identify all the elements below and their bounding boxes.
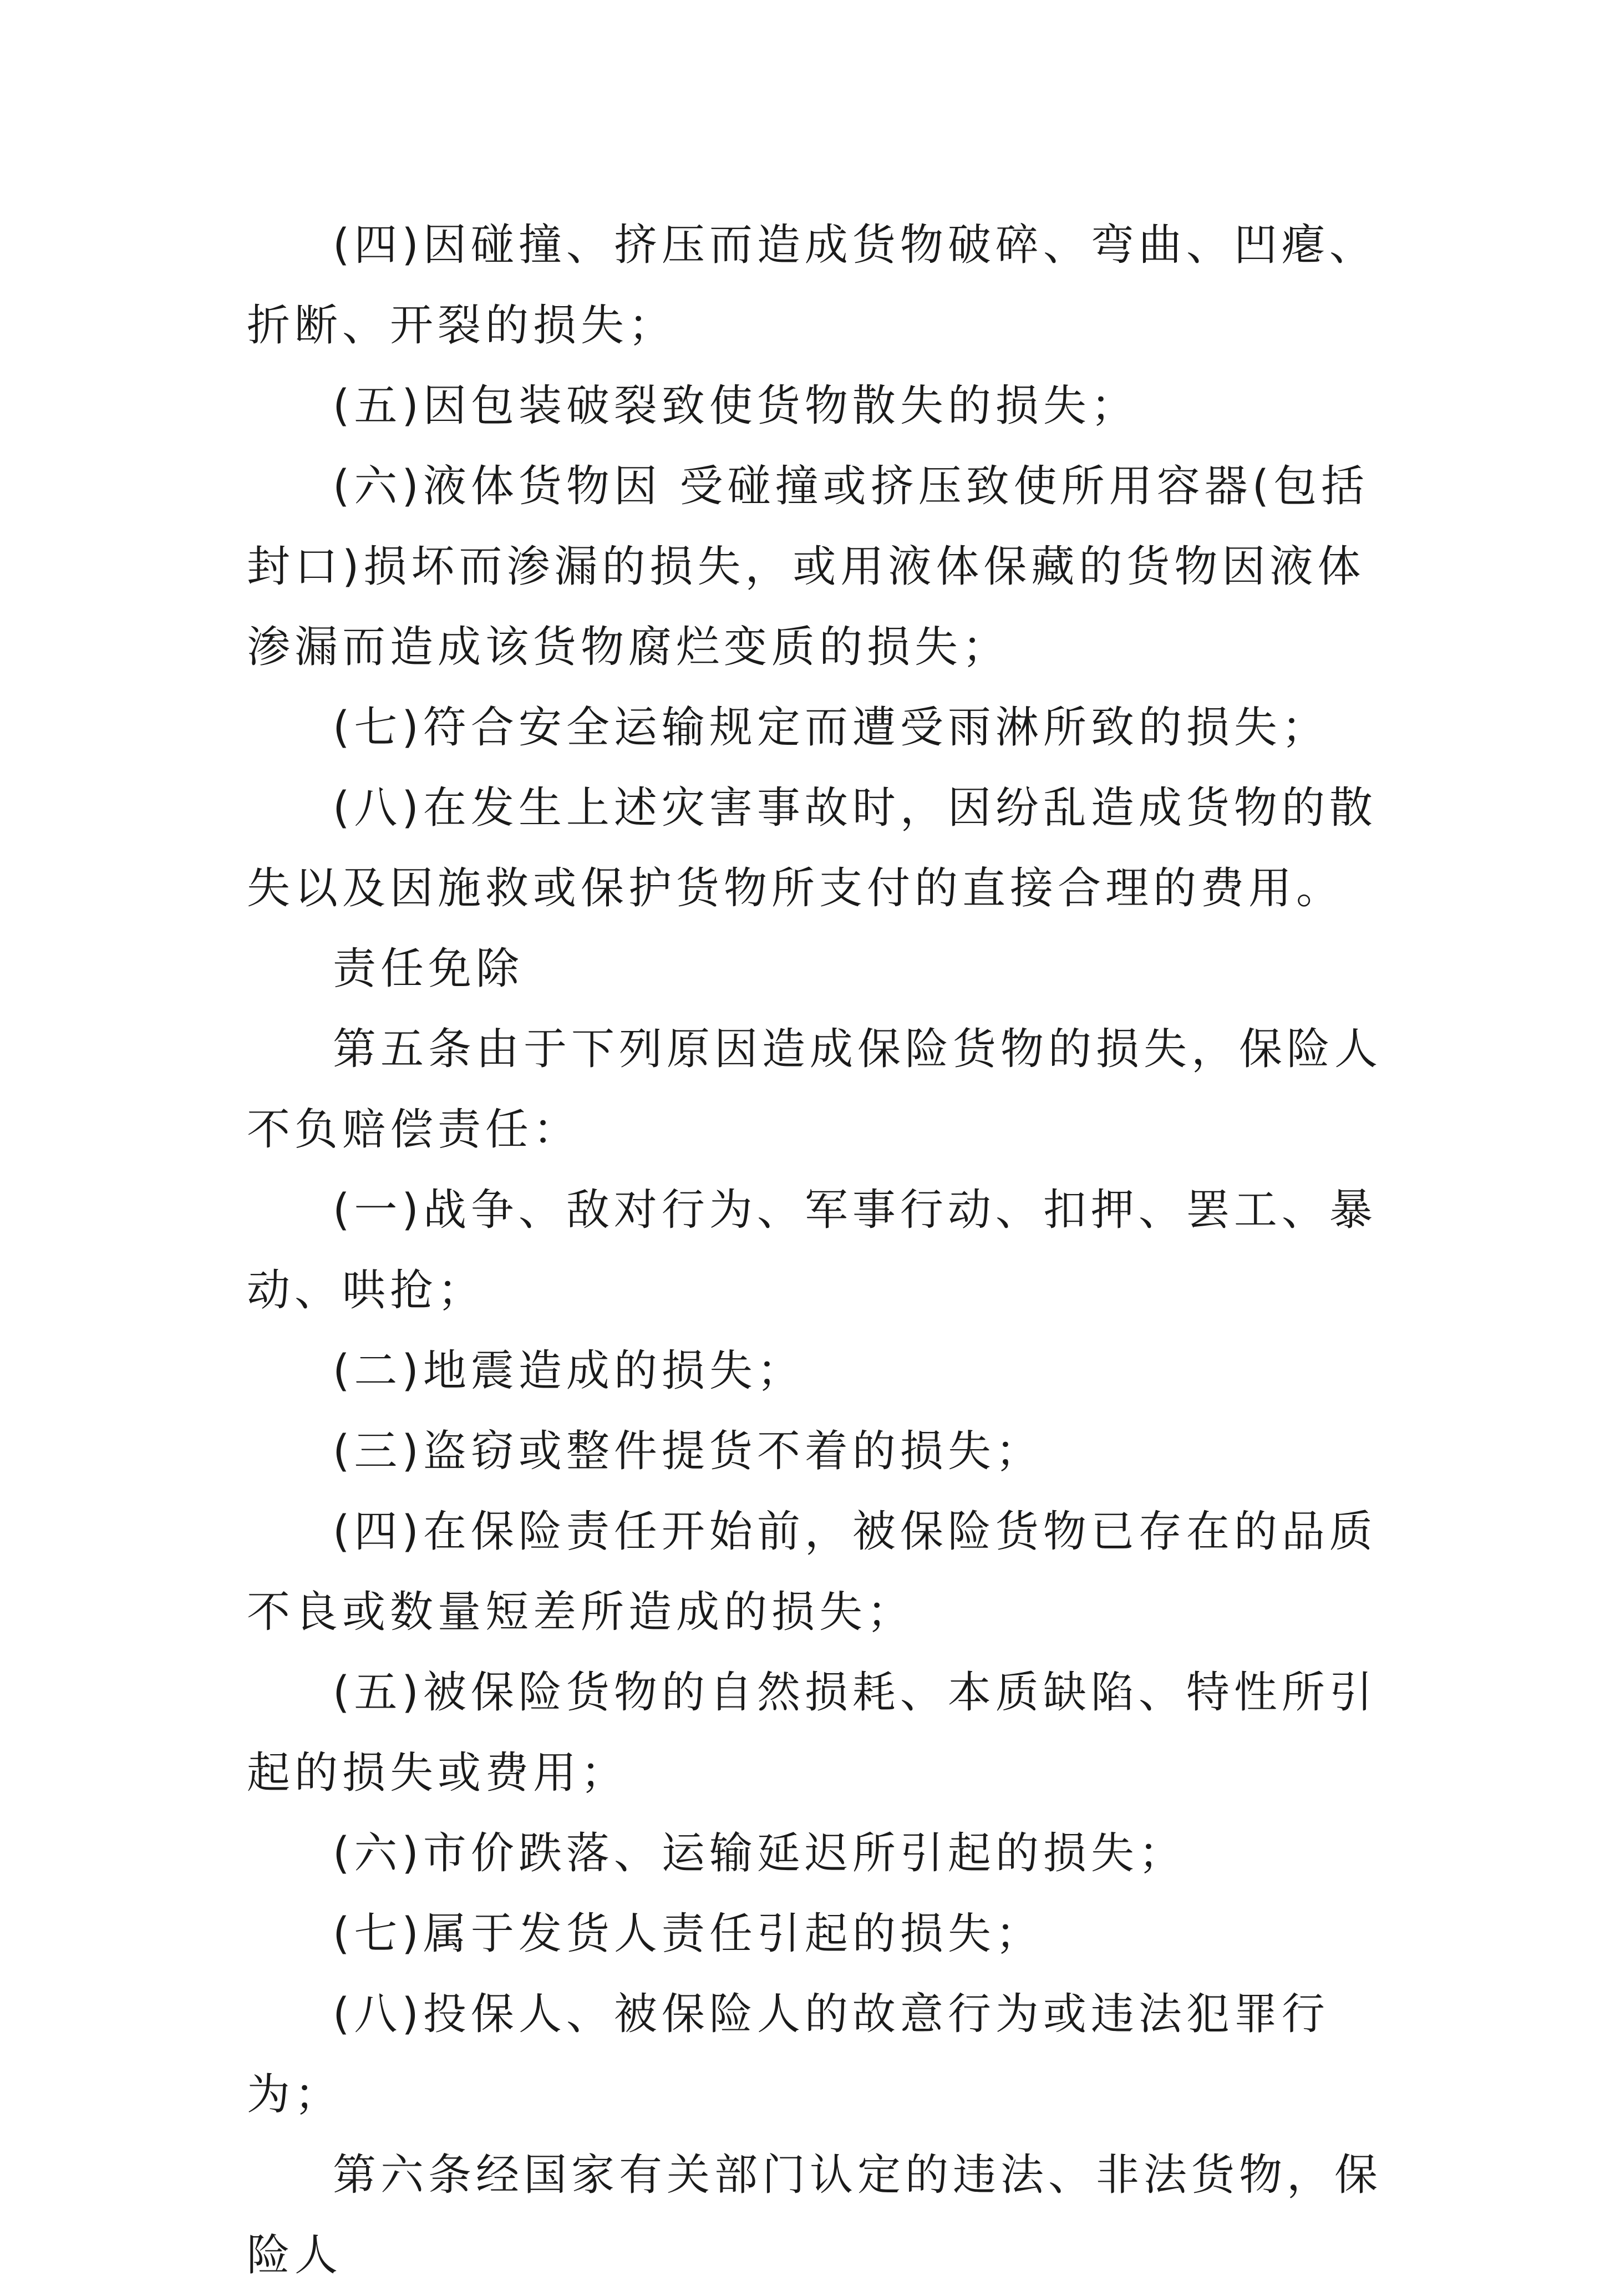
- exclusion-3-theft: (三)盗窃或整件提货不着的损失；: [333, 1426, 1043, 1476]
- clause-5-packaging-loss: (五)因包装破裂致使货物散失的损失；: [333, 381, 1139, 431]
- article-6-start: 第六条经国家有关部门认定的违法、非法货物，保险人: [247, 2150, 1383, 2280]
- exclusion-7-shipper-liability: (七)属于发货人责任引起的损失；: [333, 1909, 1043, 1959]
- exclusion-6-market-delay: (六)市价跌落、运输延迟所引起的损失；: [333, 1828, 1186, 1878]
- exclusion-2-earthquake: (二)地震造成的损失；: [333, 1346, 805, 1396]
- section-heading-exclusions: 责任免除: [333, 944, 524, 994]
- exclusion-8-intentional-acts: (八)投保人、被保险人的故意行为或违法犯罪行为；: [247, 1989, 1329, 2120]
- exclusion-1-war: (一)战争、敌对行为、军事行动、扣押、罢工、暴动、哄抢；: [247, 1185, 1377, 1315]
- clause-6-liquid-leakage: (六)液体货物因 受碰撞或挤压致使所用容器(包括封口)损坏而渗漏的损失，或用液体保藏的货物因液体渗漏而造成该货物腐烂变质的损失；: [247, 461, 1369, 672]
- clause-7-rain-damage: (七)符合安全运输规定而遭受雨淋所致的损失；: [333, 703, 1329, 753]
- document-body: [247, 205, 1384, 2296]
- exclusion-5-natural-wear: (五)被保险货物的自然损耗、本质缺陷、特性所引起的损失或费用；: [247, 1668, 1377, 1798]
- clause-8-rescue-costs: (八)在发生上述灾害事故时，因纷乱造成货物的散失以及因施救或保护货物所支付的直接合理的费用。: [247, 783, 1377, 913]
- exclusion-4-preexisting-defects: (四)在保险责任开始前，被保险货物已存在的品质不良或数量短差所造成的损失；: [247, 1507, 1377, 1637]
- article-5-intro: 第五条由于下列原因造成保险货物的损失，保险人不负赔偿责任：: [247, 1024, 1383, 1155]
- clause-4-collision-damage: (四)因碰撞、挤压而造成货物破碎、弯曲、凹瘪、折断、开裂的损失；: [247, 220, 1377, 351]
